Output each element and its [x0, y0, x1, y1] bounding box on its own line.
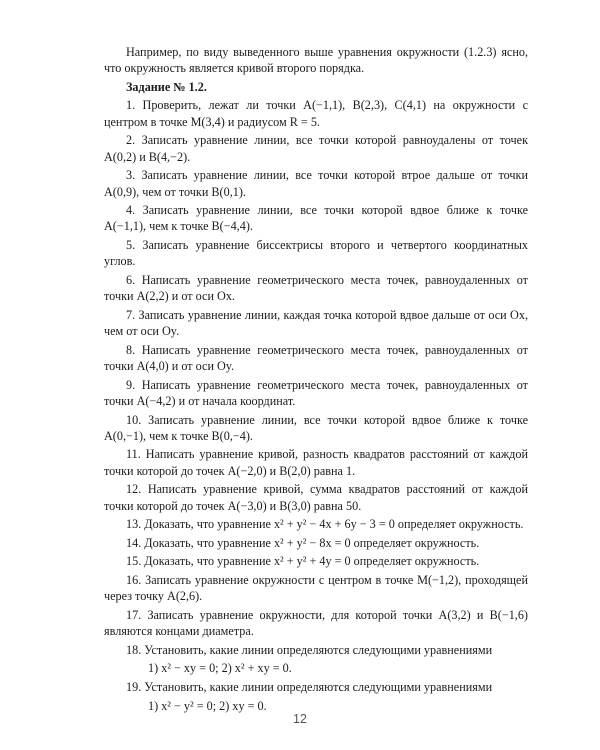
- page-number: 12: [293, 712, 307, 726]
- intro-paragraph: Например, по виду выведенного выше уравнения окружности (1.2.3) ясно, что окружность является кривой второго порядка.: [104, 45, 528, 76]
- task-11: 11. Написать уравнение кривой, разность квадратов расстояний от каждой точки которой до точек A(−2,0) и B(2,0) равна 1.: [104, 447, 528, 478]
- task-2: 2. Записать уравнение линии, все точки которой равноудалены от точек A(0,2) и B(4,−2).: [104, 133, 528, 164]
- task-1: 1. Проверить, лежат ли точки A(−1,1), B(2,3), C(4,1) на окружности с центром в точке M(3,4) и радиусом R = 5.: [104, 98, 528, 129]
- task-7: 7. Записать уравнение линии, каждая точка которой вдвое дальше от оси Ox, чем от оси Oy.: [104, 307, 528, 339]
- task-19-formulas: 1) x² − y² = 0; 2) xy = 0.: [148, 698, 267, 713]
- task-10: 10. Записать уравнение линии, все точки которой вдвое ближе к точке A(0,−1), чем к точке B(0,−4).: [104, 412, 528, 443]
- task-14: 14. Доказать, что уравнение x² + y² − 8x = 0 определяет окружность.: [126, 535, 480, 550]
- task-heading: Задание № 1.2.: [126, 79, 207, 94]
- task-13: 13. Доказать, что уравнение x² + y² − 4x + 6y − 3 = 0 определяет окружность.: [126, 517, 524, 532]
- task-18: 18. Установить, какие линии определяются следующими уравнениями: [126, 642, 493, 657]
- task-15: 15. Доказать, что уравнение x² + y² + 4y = 0 определяет окружность.: [126, 554, 480, 569]
- task-9: 9. Написать уравнение геометрического места точек, равноудаленных от точки A(−4,2) и от начала координат.: [104, 377, 528, 408]
- task-3: 3. Записать уравнение линии, все точки которой втрое дальше от точки A(0,9), чем от точки B(0,1).: [104, 168, 528, 199]
- task-16: 16. Записать уравнение окружности с центром в точке M(−1,2), проходящей через точку A(2,6).: [104, 572, 528, 604]
- task-18-formulas: 1) x² − xy = 0; 2) x² + xy = 0.: [148, 661, 292, 676]
- page-content: [104, 44, 528, 716]
- task-19: 19. Установить, какие линии определяются следующими уравнениями: [126, 679, 493, 694]
- task-6: 6. Написать уравнение геометрического места точек, равноудаленных от точки A(2,2) и от оси Ox.: [104, 272, 528, 304]
- task-4: 4. Записать уравнение линии, все точки которой вдвое ближе к точке A(−1,1), чем к точке B(−4,4).: [104, 203, 528, 234]
- task-12: 12. Написать уравнение кривой, сумма квадратов расстояний от каждой точки которой до точек A(−3,0) и B(3,0) равна 50.: [104, 482, 528, 513]
- task-17: 17. Записать уравнение окружности, для которой точки A(3,2) и B(−1,6) являются концами диаметра.: [104, 607, 528, 639]
- task-8: 8. Написать уравнение геометрического места точек, равноудаленных от точки A(4,0) и от оси Oy.: [104, 342, 528, 374]
- task-5: 5. Записать уравнение биссектрисы второго и четвертого координатных углов.: [104, 238, 528, 269]
